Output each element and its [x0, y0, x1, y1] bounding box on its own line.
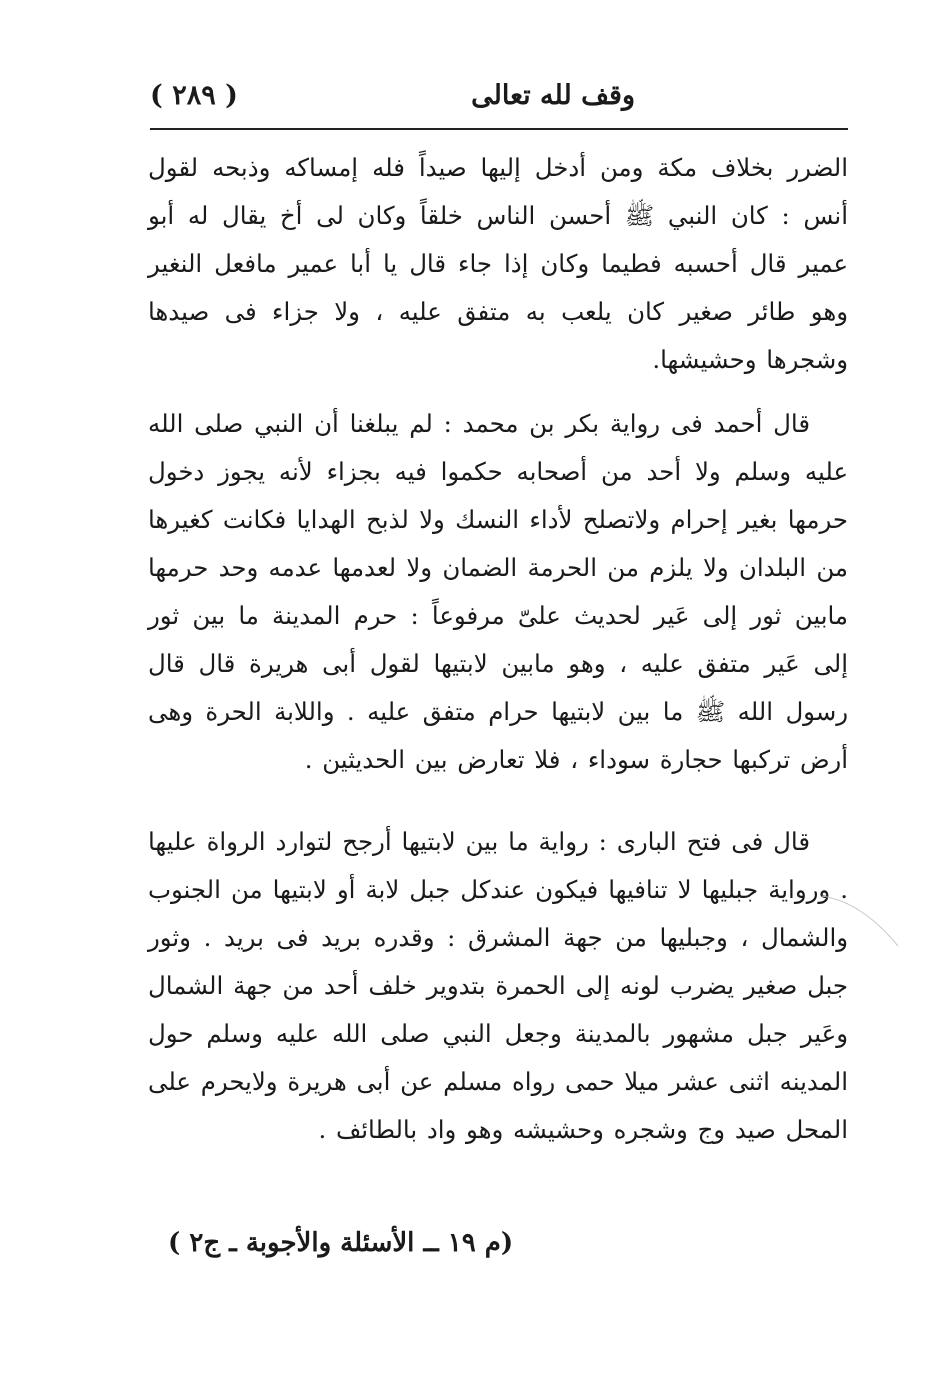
header-rule	[150, 128, 848, 130]
signature-mark: (م ١٩ ــ الأسئلة والأجوبة ـ ج٢ )	[168, 1228, 514, 1258]
page-edge-curve	[820, 890, 900, 950]
page-footer	[168, 1228, 588, 1272]
page-header	[150, 78, 840, 118]
paragraph-3: قال فى فتح البارى : رواية ما بين لابتيها أرجح لتوارد الرواة عليها . ورواية جبليها لا تنافيها فيكون عندكل جبل لابة أو لابتيها من الجنوب والشمال ، وجبليها من جهة المشرق : وقدره بريد فى بريد . وثور جبل صغير يضرب لونه إلى الحمرة بتدوير خلف أحد من جهة الشمال وعَير جبل مشهور بالمدينة وجعل النبي صلى الله عليه وسلم حول المدينه اثنى عشر ميلا حمى رواه مسلم عن أبى هريرة ولايحرم على المحل صيد وج وشجره وحشيشه وهو واد بالطائف .	[148, 827, 848, 1144]
paragraph-2: قال أحمد فى رواية بكر بن محمد : لم يبلغنا أن النبي صلى الله عليه وسلم ولا أحد من أصحابه حكموا فيه بجزاء لأنه يجوز دخول حرمها بغير إحرام ولاتصلح لأداء النسك ولا لذبح الهدايا فكانت كغيرها من البلدان ولا يلزم من الحرمة الضمان ولا لعدمها عدمه وحد حرمها مابين ثور إلى عَير لحديث علىّ مرفوعاً : حرم المدينة ما بين ثور إلى عَير متفق عليه ، وهو مابين لابتيها لقول أبى هريرة قال قال رسول الله ﷺ ما بين لابتيها حرام متفق عليه . واللابة الحرة وهى أرض تركبها حجارة سوداء ، فلا تعارض بين الحديثين .	[148, 409, 848, 774]
paragraph-1: الضرر بخلاف مكة ومن أدخل إليها صيداً فله إمساكه وذبحه لقول أنس : كان النبي ﷺ أحسن الناس خلقاً وكان لى أخ يقال له أبو عمير قال أحسبه فطيما وكان إذا جاء قال يا أبا عمير مافعل النغير وهو طائر صغير كان يلعب به متفق عليه ، ولا جزاء فى صيدها وشجرها وحشيشها.	[148, 153, 848, 374]
body-text	[148, 144, 848, 1154]
page-number: ( ٢٨٩ )	[150, 80, 238, 111]
running-title: وقف لله تعالى	[471, 80, 635, 111]
